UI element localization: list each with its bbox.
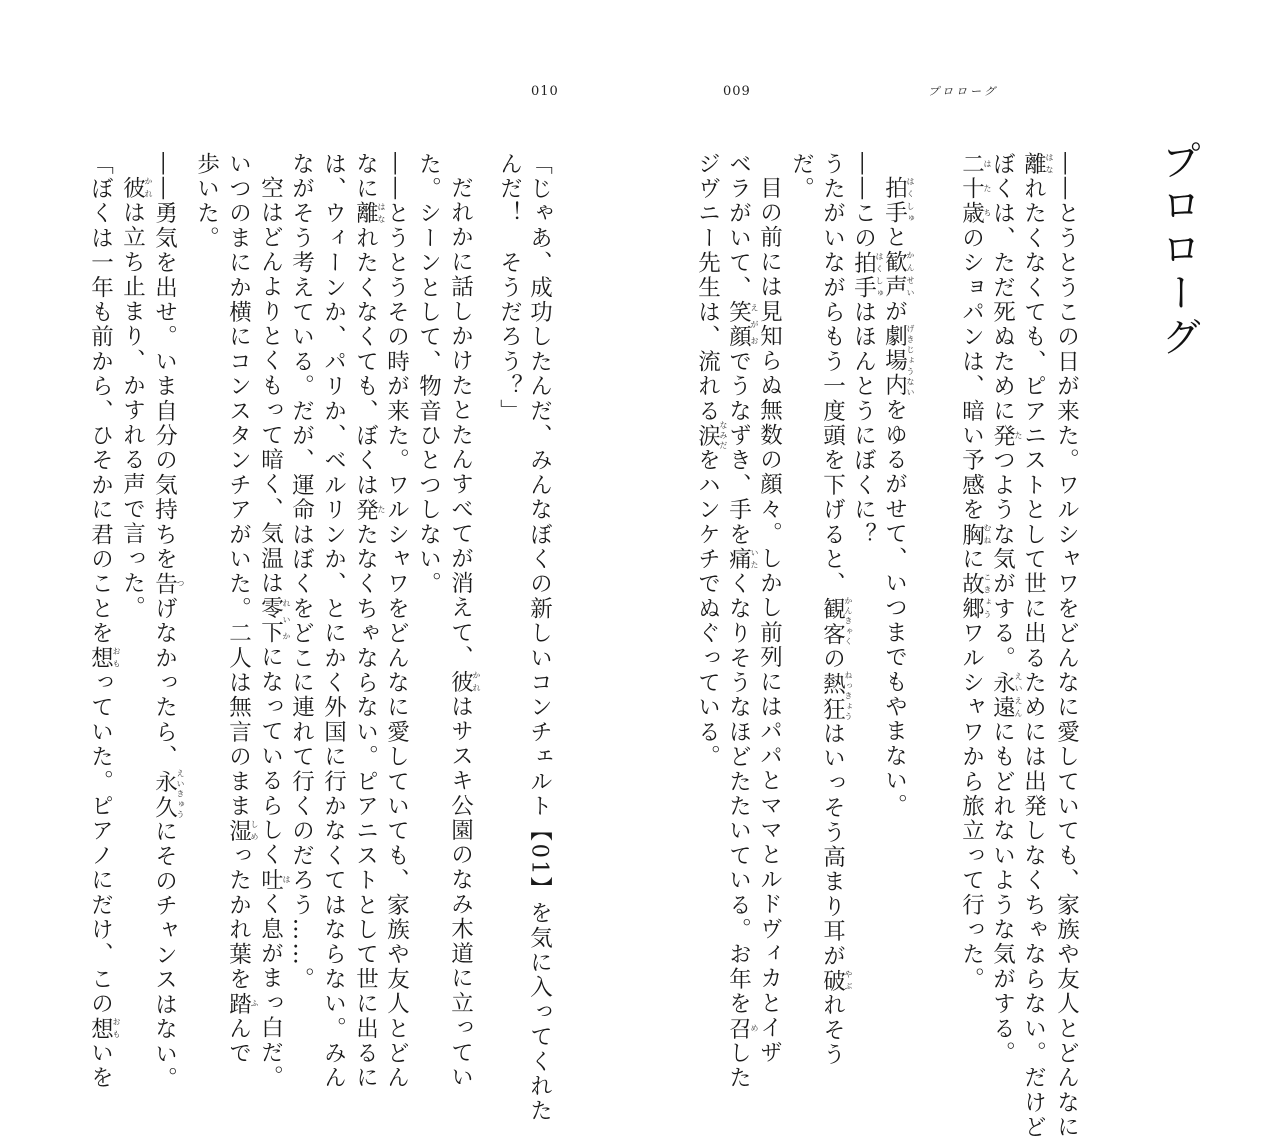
left-page	[0, 0, 640, 1124]
text-line: た。シーンとして、物音ひとつしない。	[415, 152, 442, 597]
text-line: うたがいながらもう一度頭を下げると、観客かんきゃくの熱狂ねっきょうはいっそう高まり耳が破やぶれそう	[819, 152, 853, 1068]
text-line: んだ！ そうだろう？」	[496, 152, 523, 424]
chapter-title: プロローグ	[1155, 140, 1201, 360]
text-line: 歩いた。	[193, 152, 220, 251]
text-line: ジヴニー先生は、流れる涙なみだをハンケチでぬぐっている。	[694, 152, 728, 770]
text-line: 拍手はくしゅと歓声かんせいが劇場内げきじょうないをゆるがせて、いつまでもやまない。	[881, 176, 915, 819]
text-line: ――とうとうこの日が来た。ワルシャワをどんなに愛していても、家族や友人とどんなに	[1053, 152, 1080, 1140]
text-line: は、ウィーンか、パリか、ベルリンか、とにかく外国に行かなくてはならない。みん	[320, 152, 347, 1091]
text-line: ぼくは、ただ死ぬために発たつような気がする。永遠えいえんにもどれないような気がする。	[989, 152, 1023, 1066]
page-number-right: 009	[723, 84, 751, 99]
text-line: ――勇気を出せ。いま自分の気持ちを告つげなかったら、永久えいきゅうにそのチャンスはない。	[151, 152, 185, 1092]
text-line: 彼かれは立ち止まり、かすれる声で言った。	[119, 176, 153, 621]
text-line: 「じゃあ、成功したんだ、みんなぼくの新しいコンチェルト【01】を気に入ってくれた	[526, 152, 553, 1124]
text-line: だれかに話しかけたとたんすべてが消えて、彼かれはサスキ公園のなみ木道に立ってい	[447, 176, 481, 1090]
text-line: 二十歳はたちのショパンは、暗い予感を胸むねに故郷こきょうワルシャワから旅立って行った。	[958, 152, 992, 992]
text-line: ――この拍手はくしゅはほんとうにぼくに？	[850, 152, 884, 548]
text-line: 「ぼくは一年も前から、ひそかに君のことを想おもっていた。ピアノにだけ、この想おもいを	[87, 152, 121, 1091]
right-page	[640, 0, 1280, 1140]
text-line: なに離はなれたくなくても、ぼくは発たたなくちゃならない。ピアニストとして世に出るに	[352, 152, 386, 1091]
text-line: 離はなれたくなくても、ピアニストとして世に出るためには出発しなくちゃならない。だけど	[1020, 152, 1054, 1140]
text-line: ――とうとうその時が来た。ワルシャワをどんなに愛していても、家族や友人とどん	[383, 152, 410, 1091]
text-line: ベラがいて、笑顔えがおでうなずき、手を痛いたくなりそうなほどたたいている。お年を召めした	[725, 152, 759, 1091]
page-number-left: 010	[531, 84, 559, 99]
text-line: いつのまにか横にコンスタンチアがいた。二人は無言のまま湿しめったかれ葉を踏ふんで	[225, 152, 259, 1066]
running-head: プロローグ	[928, 85, 998, 98]
text-line: ながそう考えている。だが、運命はぼくをどこに連れて行くのだろう……。	[288, 152, 315, 992]
text-line: 目の前には見知らぬ無数の顔々。しかし前列にはパパとママとルドヴィカとイザ	[756, 176, 783, 1066]
text-line: 空はどんよりとくもって暗く、気温は零下れいかになっているらしく吐はく息がまっ白だ。	[257, 176, 291, 1090]
text-line: だ。	[788, 152, 815, 202]
